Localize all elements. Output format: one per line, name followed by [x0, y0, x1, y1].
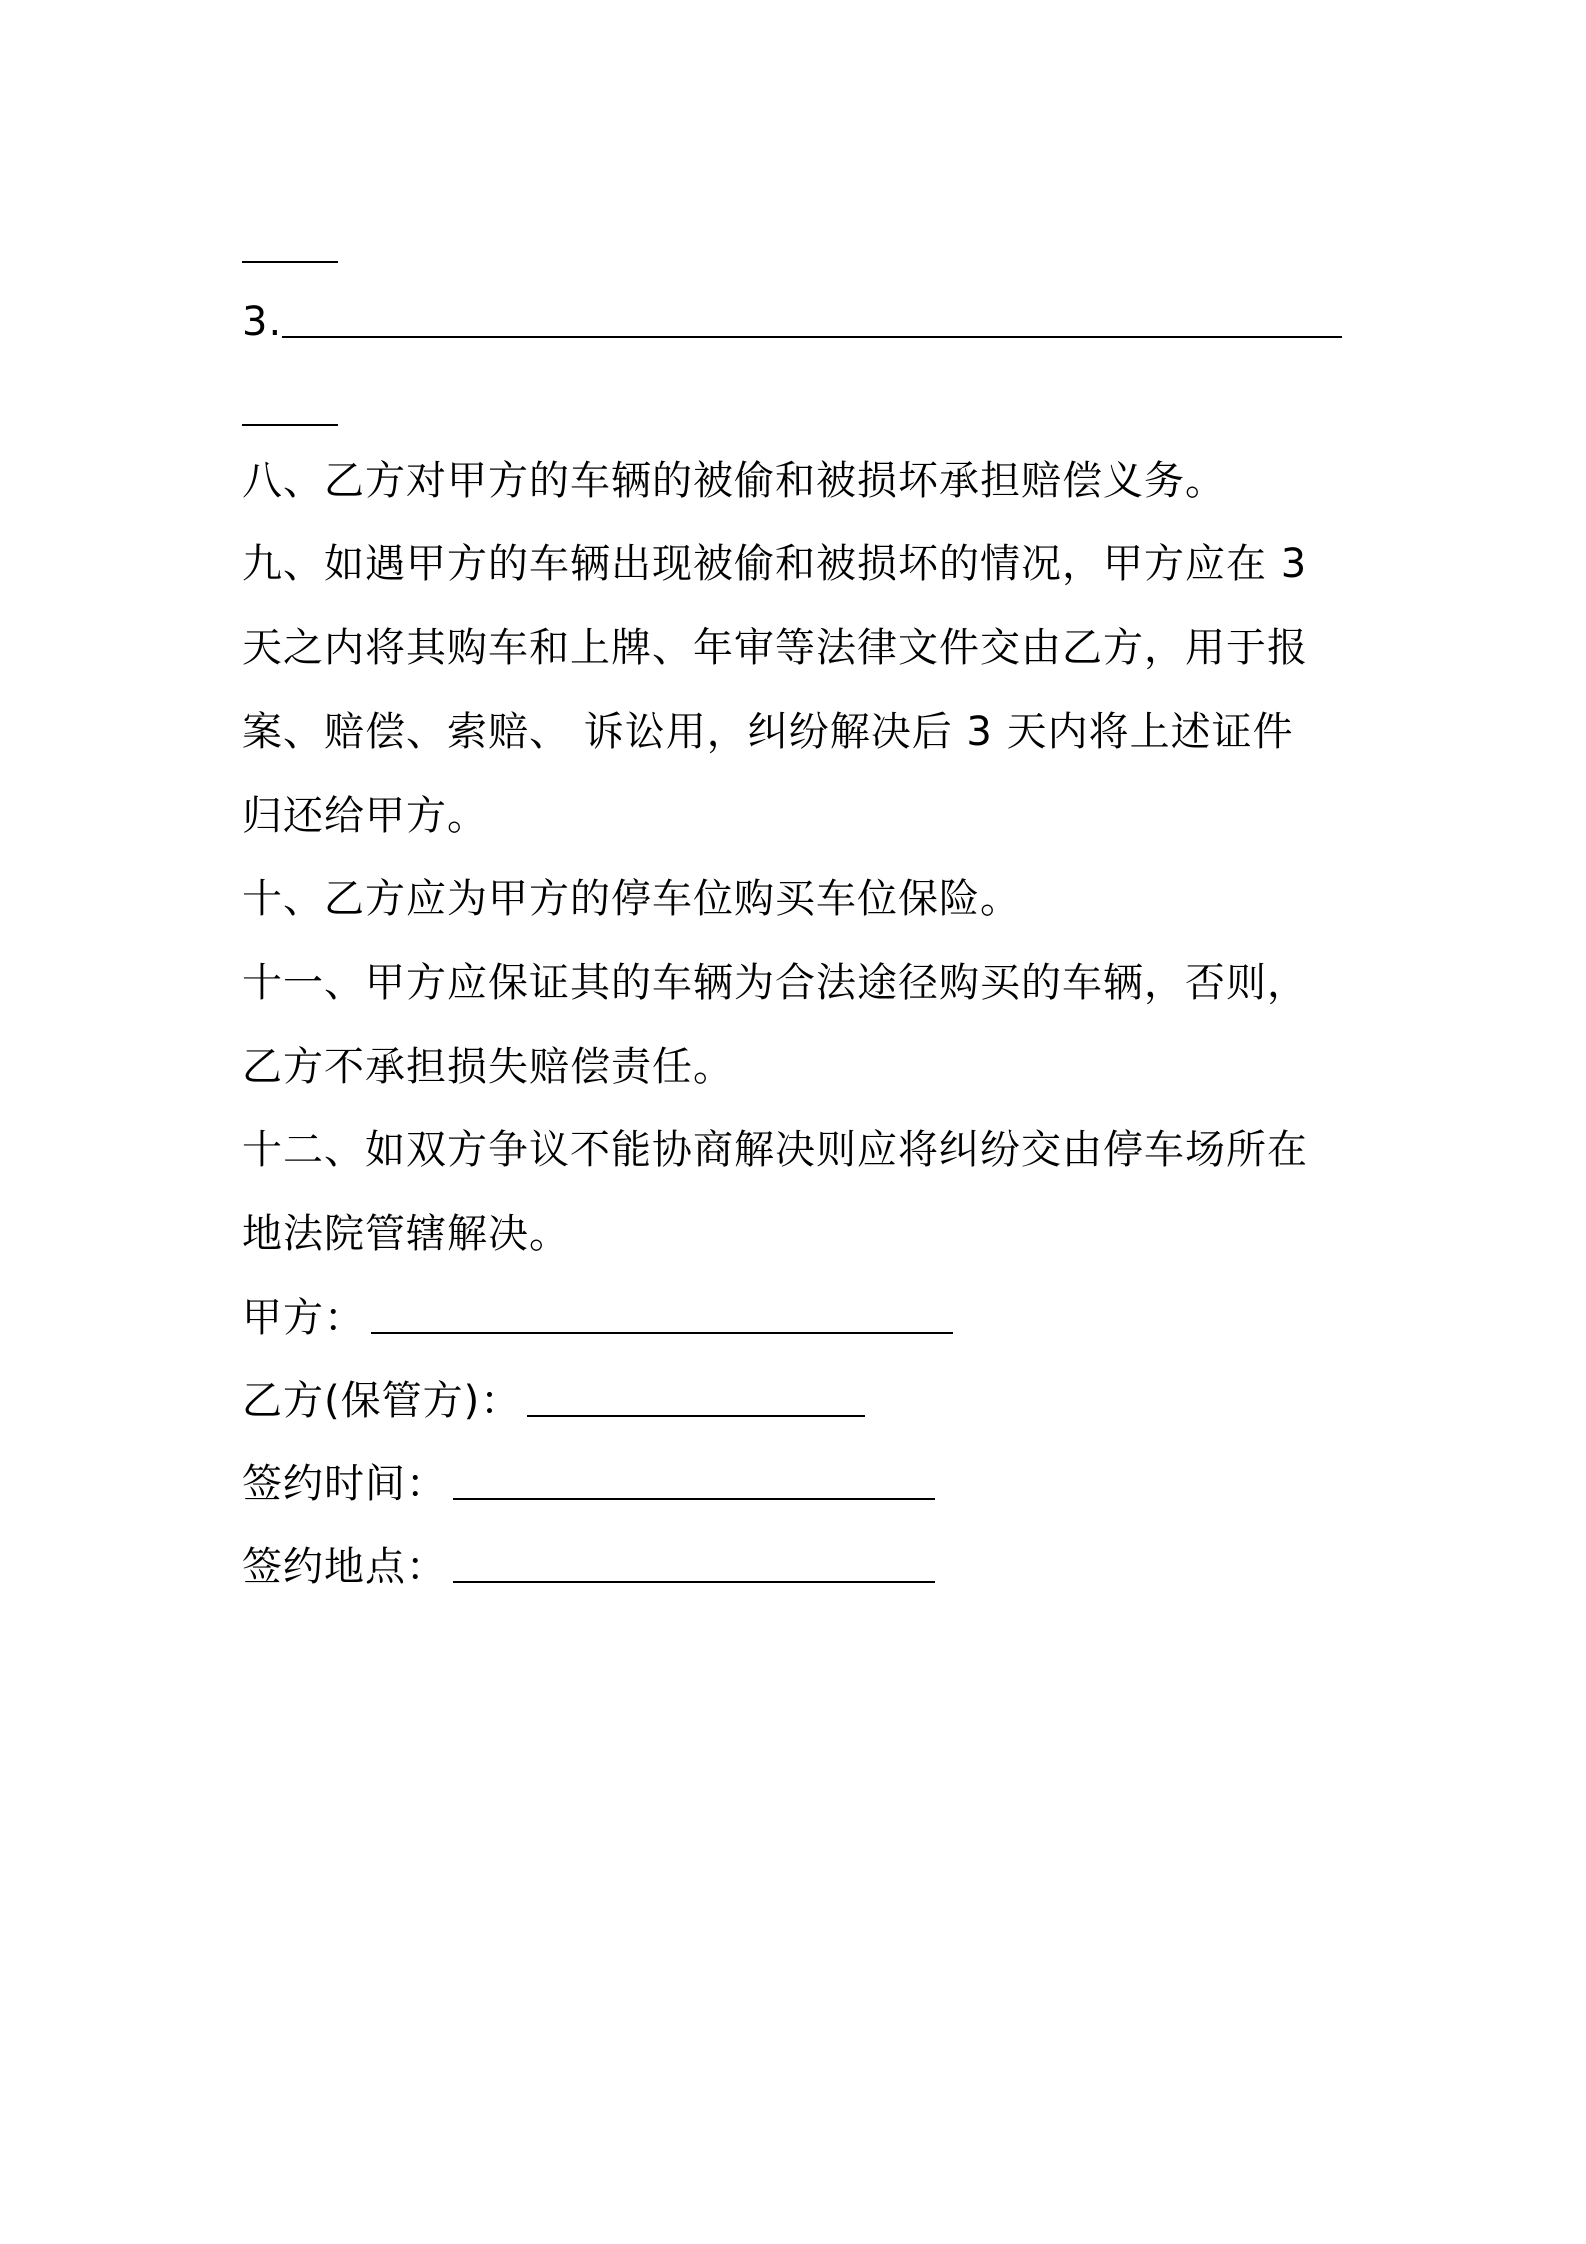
- sign-time-line: [242, 1459, 1372, 1509]
- party-b-field[interactable]: [527, 1376, 865, 1426]
- sign-place-field[interactable]: [453, 1542, 935, 1592]
- clause-11-line-2: 乙方不承担损失赔偿责任。: [242, 1044, 734, 1090]
- party-b-signature-line: [242, 1376, 1372, 1426]
- clause-9-line-3: 案、赔偿、索赔、 诉讼用，纠纷解决后 3 天内将上述证件: [242, 709, 1294, 755]
- clause-9-line-2: 天之内将其购车和上牌、年审等法律文件交由乙方，用于报: [242, 625, 1308, 671]
- sign-time-field[interactable]: [453, 1459, 935, 1509]
- item-3-line: [242, 297, 1372, 347]
- clause-8: 八、乙方对甲方的车辆的被偷和被损坏承担赔偿义务。: [242, 458, 1226, 504]
- party-a-label: 甲方：: [242, 1295, 365, 1341]
- fill-blank: [282, 297, 1342, 347]
- sign-place-label: 签约地点：: [242, 1544, 447, 1590]
- clause-9-line-1: 九、如遇甲方的车辆出现被偷和被损坏的情况，甲方应在 3: [242, 541, 1308, 587]
- party-a-signature-line: [242, 1293, 1372, 1343]
- party-a-field[interactable]: [371, 1293, 953, 1343]
- item-3-number: 3.: [242, 299, 283, 345]
- sign-time-label: 签约时间：: [242, 1461, 447, 1507]
- sign-place-line: [242, 1542, 1372, 1592]
- fill-blank: [242, 222, 338, 272]
- party-b-label: 乙方(保管方)：: [242, 1378, 522, 1424]
- blank-line-continuation-1: [242, 222, 1372, 272]
- clause-9-line-4: 归还给甲方。: [242, 793, 488, 839]
- clause-10: 十、乙方应为甲方的停车位购买车位保险。: [242, 876, 1021, 922]
- blank-line-continuation-2: [242, 385, 1372, 435]
- clause-12-line-2: 地法院管辖解决。: [242, 1211, 570, 1257]
- clause-12-line-1: 十二、如双方争议不能协商解决则应将纠纷交由停车场所在: [242, 1127, 1308, 1173]
- clause-11-line-1: 十一、甲方应保证其的车辆为合法途径购买的车辆，否则，: [242, 960, 1308, 1006]
- fill-blank: [242, 385, 338, 435]
